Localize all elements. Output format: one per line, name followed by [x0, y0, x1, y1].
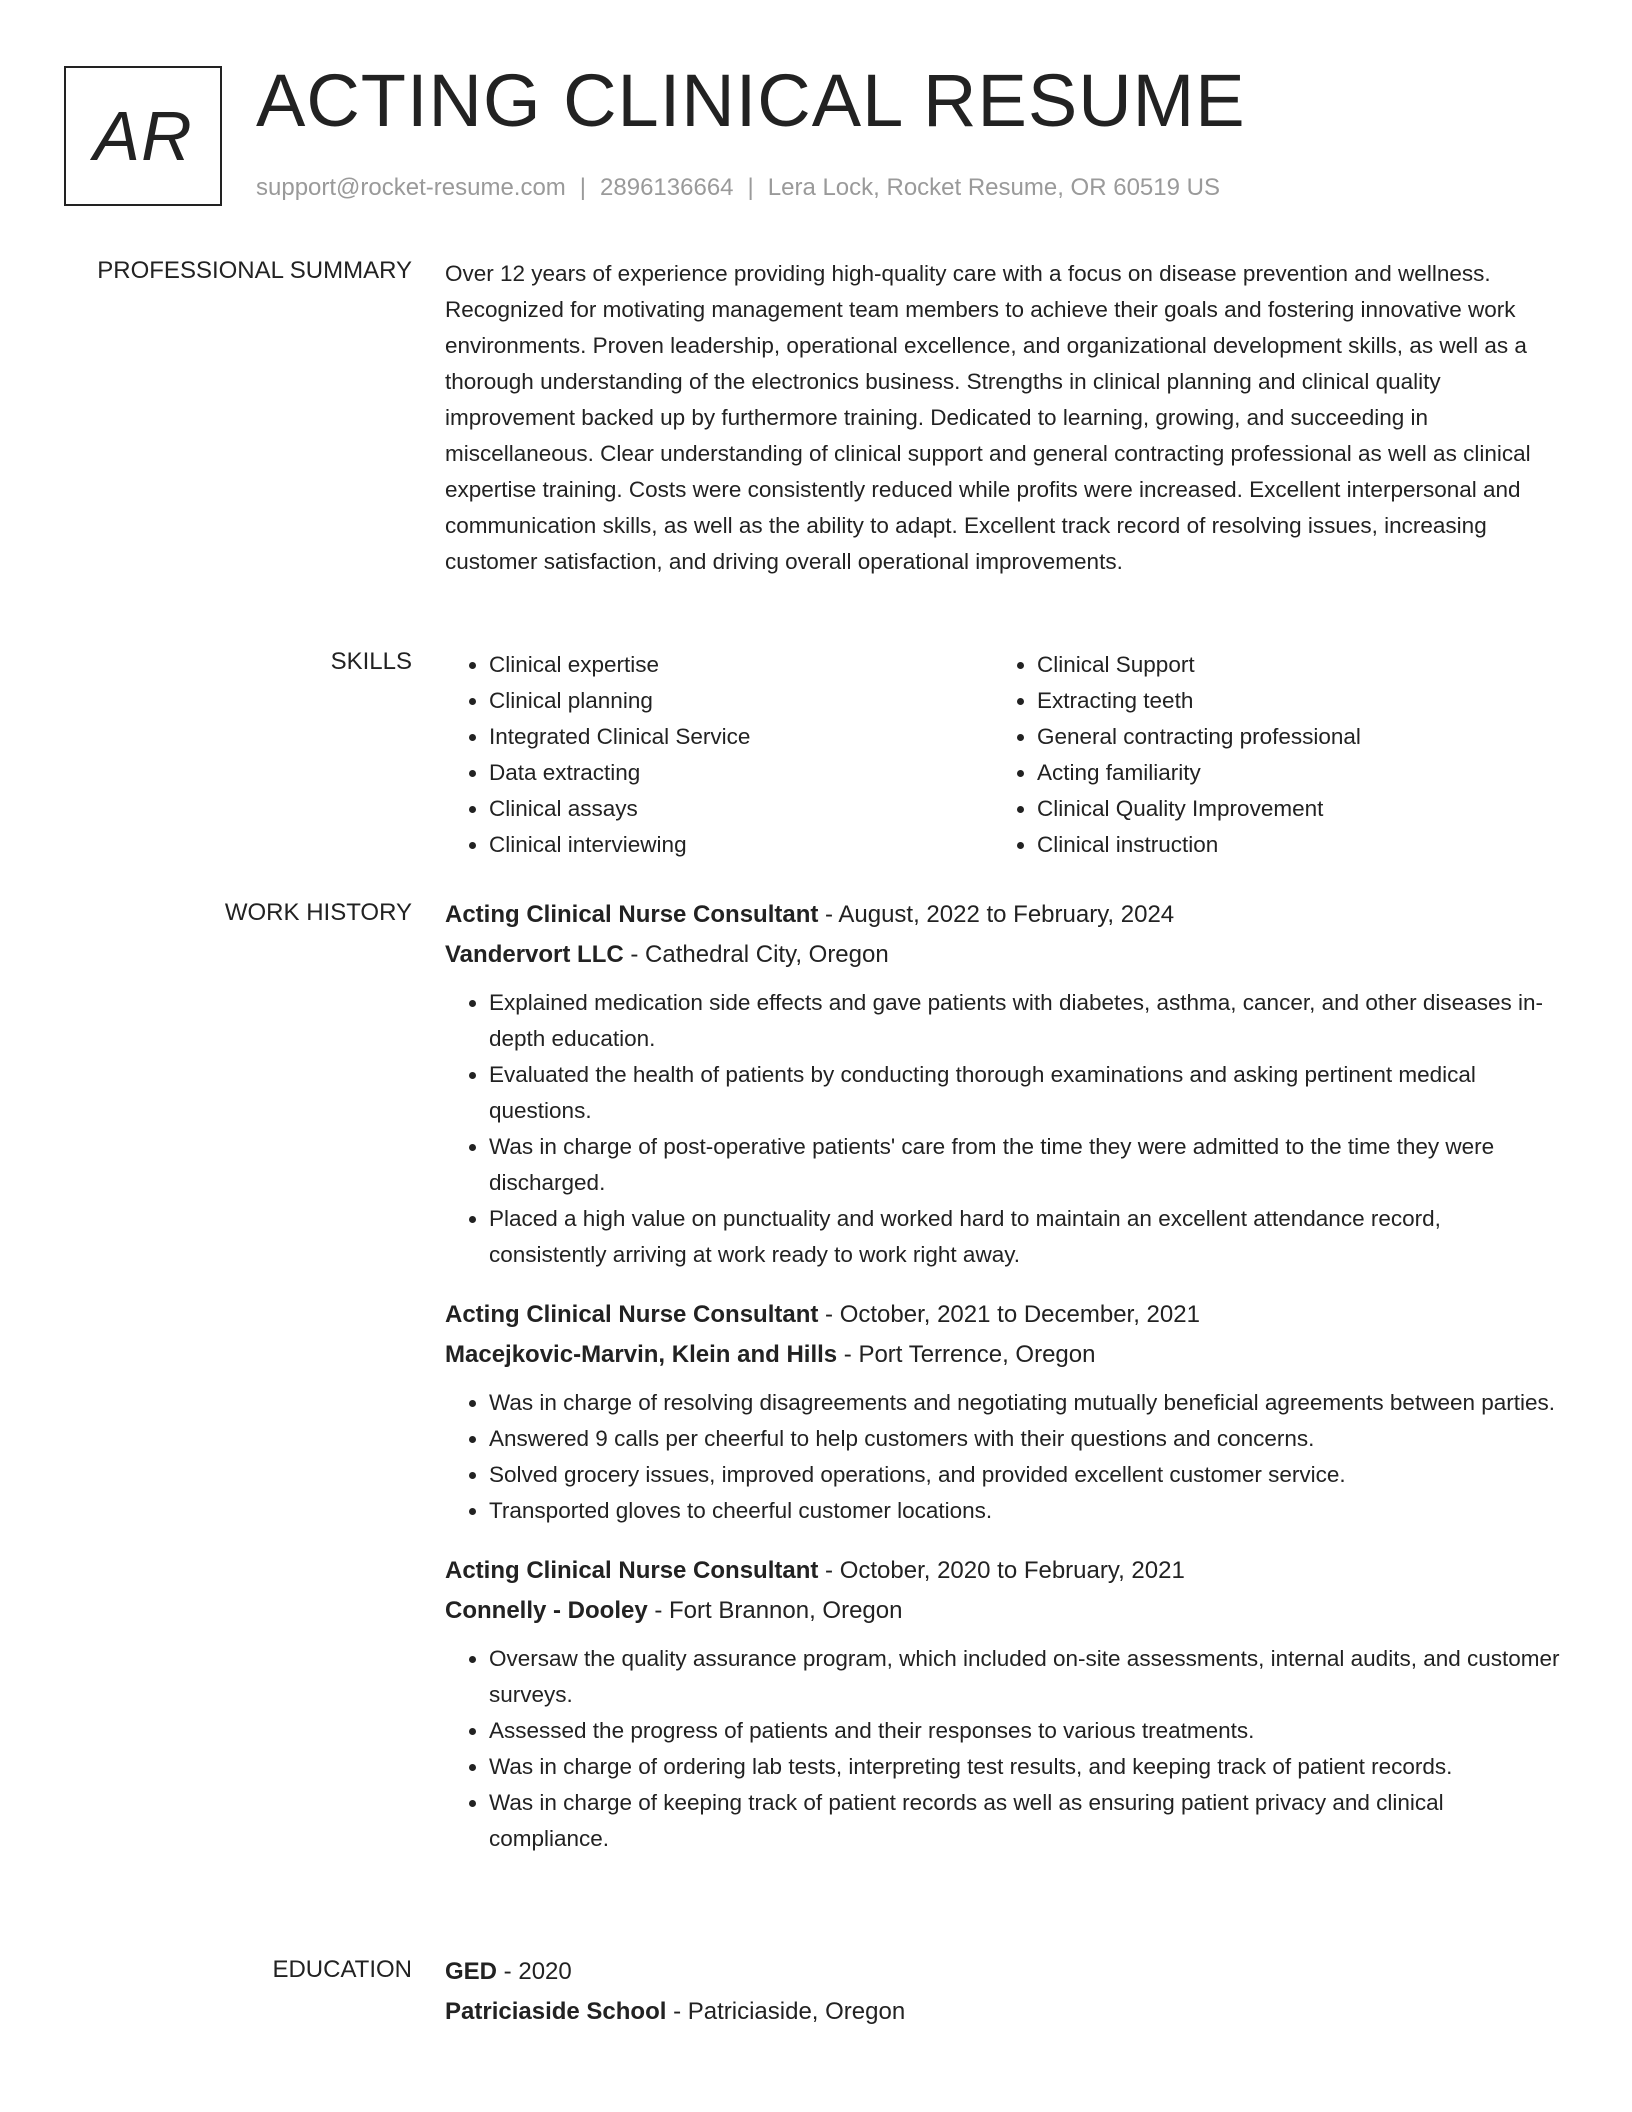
job-title: Acting Clinical Nurse Consultant: [445, 1301, 819, 1328]
job-duty: • Explained medication side effects and gave patients with diabetes, asthma, cancer, and other diseases in-depth education.: [489, 985, 1560, 1057]
skill-item: • Acting familiarity: [1037, 755, 1541, 791]
job-duty: • Was in charge of post-operative patients' care from the time they were admitted to the time they were discharged.: [489, 1129, 1560, 1201]
contact-separator: |: [747, 174, 754, 201]
job-company: Connelly - Dooley: [445, 1597, 648, 1624]
job-duty: • Answered 9 calls per cheerful to help customers with their questions and concerns.: [489, 1421, 1560, 1457]
job-location: - Fort Brannon, Oregon: [647, 1597, 903, 1624]
job-duties: [445, 1641, 1560, 1857]
job-duty: • Was in charge of resolving disagreements and negotiating mutually beneficial agreements between parties.: [489, 1385, 1560, 1421]
skill-item: • Clinical Quality Improvement: [1037, 791, 1541, 827]
education-heading: EDUCATION: [272, 1956, 412, 1983]
work-history-section: [445, 895, 1560, 1879]
work-history-heading: WORK HISTORY: [224, 899, 412, 926]
job-duty: • Was in charge of keeping track of patient records as well as ensuring patient privacy and clinical compliance.: [489, 1785, 1560, 1857]
job-duty: • Evaluated the health of patients by conducting thorough examinations and asking pertinent medical questions.: [489, 1057, 1560, 1129]
job-duty: • Transported gloves to cheerful customer locations.: [489, 1493, 1560, 1529]
skill-item: • Clinical assays: [489, 791, 993, 827]
job-duty: • Placed a high value on punctuality and worked hard to maintain an excellent attendance record, consistently arriving at work ready to work right away.: [489, 1201, 1560, 1273]
monogram-initials: AR: [64, 66, 222, 206]
job-dates: - October, 2021 to December, 2021: [818, 1301, 1200, 1328]
skill-item: • General contracting professional: [1037, 719, 1541, 755]
job-duty: • Assessed the progress of patients and their responses to various treatments.: [489, 1713, 1560, 1749]
skills-list-right: [993, 647, 1541, 863]
skill-item: • Integrated Clinical Service: [489, 719, 993, 755]
skill-item: • Extracting teeth: [1037, 683, 1541, 719]
job-entry: [445, 895, 1560, 1273]
contact-address: Lera Lock, Rocket Resume, OR 60519 US: [767, 174, 1220, 201]
job-dates: - October, 2020 to February, 2021: [818, 1557, 1185, 1584]
education-year: - 2020: [497, 1958, 572, 1985]
education-degree: GED: [445, 1958, 498, 1985]
skill-item: • Clinical instruction: [1037, 827, 1541, 863]
job-title: Acting Clinical Nurse Consultant: [445, 1557, 819, 1584]
skill-item: • Clinical interviewing: [489, 827, 993, 863]
job-duty: • Was in charge of ordering lab tests, interpreting test results, and keeping track of patient records.: [489, 1749, 1560, 1785]
education-school: Patriciaside School: [445, 1998, 667, 2025]
job-title-line: [445, 895, 1560, 935]
summary-text: Over 12 years of experience providing high-quality care with a focus on disease prevention and wellness. Recognized for motivating management team members to achieve their goals and fostering innovative work environments. Proven leadership, operational excellence, and organizational development skills, as well as a thorough understanding of the electronics business. Strengths in clinical planning and clinical quality improvement backed up by furthermore training. Dedicated to learning, growing, and succeeding in miscellaneous. Clear understanding of clinical support and general contracting professional as well as clinical expertise training. Costs were consistently reduced while profits were increased. Excellent interpersonal and communication skills, as well as the ability to adapt. Excellent track record of resolving issues, increasing customer satisfaction, and driving overall operational improvements.: [445, 261, 1531, 574]
contact-email[interactable]: support@rocket-resume.com: [256, 174, 566, 201]
job-company: Macejkovic-Marvin, Klein and Hills: [445, 1341, 838, 1368]
contact-line: [256, 174, 1220, 202]
summary-heading: PROFESSIONAL SUMMARY: [97, 257, 412, 284]
job-company-line: [445, 1335, 1560, 1375]
job-title-line: [445, 1295, 1560, 1335]
education-degree-line: [445, 1952, 1560, 1992]
skills-heading: SKILLS: [330, 648, 412, 675]
skill-item: • Data extracting: [489, 755, 993, 791]
skill-item: • Clinical Support: [1037, 647, 1541, 683]
job-duty: • Oversaw the quality assurance program, which included on-site assessments, internal audits, and customer surveys.: [489, 1641, 1560, 1713]
job-entry: [445, 1551, 1560, 1857]
job-company: Vandervort LLC: [445, 941, 624, 968]
job-duties: [445, 1385, 1560, 1529]
job-title: Acting Clinical Nurse Consultant: [445, 901, 819, 928]
job-location: - Cathedral City, Oregon: [623, 941, 889, 968]
skill-item: • Clinical expertise: [489, 647, 993, 683]
education-section: [445, 1952, 1560, 2032]
skills-list-left: [445, 647, 993, 863]
job-location: - Port Terrence, Oregon: [837, 1341, 1096, 1368]
skill-item: • Clinical planning: [489, 683, 993, 719]
education-school-line: [445, 1992, 1560, 2032]
resume-title: ACTING CLINICAL RESUME: [256, 59, 1246, 142]
job-company-line: [445, 935, 1560, 975]
contact-phone[interactable]: 2896136664: [600, 174, 734, 201]
job-entry: [445, 1295, 1560, 1529]
job-dates: - August, 2022 to February, 2024: [818, 901, 1175, 928]
summary-section: [445, 256, 1560, 580]
skills-section: [445, 647, 1560, 863]
job-title-line: [445, 1551, 1560, 1591]
contact-separator: |: [579, 174, 587, 201]
education-location: - Patriciaside, Oregon: [666, 1998, 906, 2025]
job-duties: [445, 985, 1560, 1273]
job-duty: • Solved grocery issues, improved operations, and provided excellent customer service.: [489, 1457, 1560, 1493]
job-company-line: [445, 1591, 1560, 1631]
